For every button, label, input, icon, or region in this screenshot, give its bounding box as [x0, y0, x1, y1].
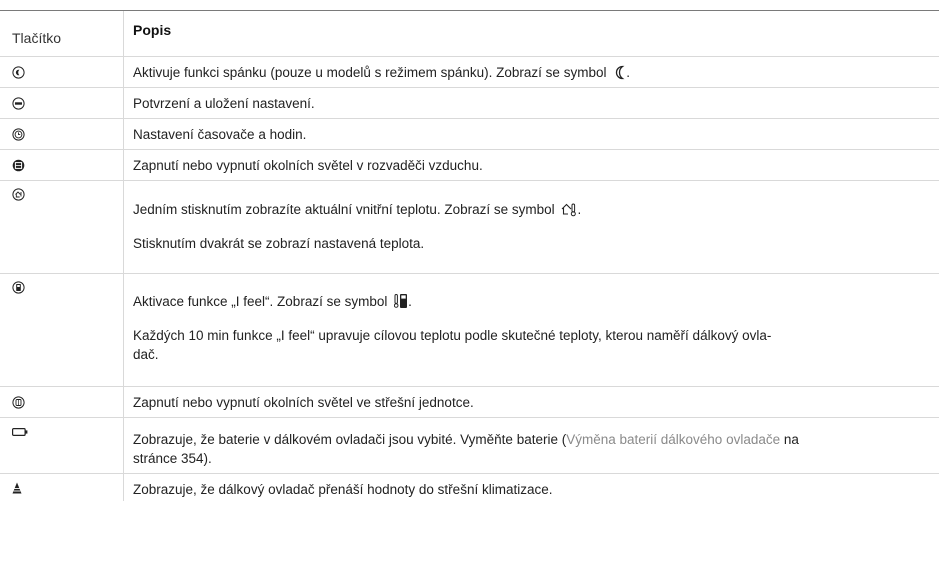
table-row	[0, 418, 939, 474]
battery-replacement-link[interactable]: Výměna baterií dálkového ovladače	[566, 432, 781, 447]
indoor-temperature-symbol-icon	[561, 202, 577, 217]
column-header-description: Popis	[133, 22, 172, 38]
row-description-note: Každých 10 min funkce „I feel“ upravuje cílovou teplotu podle skutečné teploty, kterou naměří dálkový ovla-	[133, 328, 772, 343]
i-feel-button-icon	[12, 281, 25, 294]
table-row	[0, 119, 939, 150]
moon-symbol-icon	[613, 65, 626, 80]
row-description: Aktivuje funkci spánku (pouze u modelů s režimem spánku). Zobrazí se symbol .	[133, 65, 630, 80]
buttons-table	[0, 10, 939, 501]
table-row	[0, 150, 939, 181]
table-row	[0, 274, 939, 387]
sleep-button-icon	[12, 66, 25, 79]
row-description-cont: stránce 354).	[133, 451, 212, 466]
table-row	[0, 181, 939, 274]
i-feel-symbol-icon	[394, 293, 408, 309]
table-header-row	[0, 11, 939, 57]
set-button-icon	[12, 97, 25, 110]
row-description-note: Stisknutím dvakrát se zobrazí nastavená teplota.	[133, 236, 425, 251]
row-description: Nastavení časovače a hodin.	[133, 127, 307, 142]
indoor-temperature-button-icon	[12, 188, 25, 201]
table-row	[0, 474, 939, 501]
row-description: Zobrazuje, že dálkový ovladač přenáší hodnoty do střešní klimatizace.	[133, 482, 553, 497]
row-description: Jedním stisknutím zobrazíte aktuální vnitřní teplotu. Zobrazí se symbol .	[133, 202, 582, 217]
row-description: Zobrazuje, že baterie v dálkovém ovladači jsou vybité. Vyměňte baterie (Výměna baterií dálkového ovladače na	[133, 432, 799, 447]
transmit-icon	[12, 482, 22, 494]
row-description: Potvrzení a uložení nastavení.	[133, 96, 315, 111]
row-description-note-cont: dač.	[133, 347, 159, 362]
row-description: Zapnutí nebo vypnutí okolních světel ve střešní jednotce.	[133, 395, 474, 410]
table-row	[0, 88, 939, 119]
air-distributor-light-button-icon	[12, 159, 25, 172]
roof-unit-light-button-icon	[12, 396, 25, 409]
row-description: Aktivace funkce „I feel“. Zobrazí se symbol .	[133, 294, 412, 309]
table-row	[0, 57, 939, 88]
column-header-button: Tlačítko	[12, 30, 62, 46]
timer-button-icon	[12, 128, 25, 141]
header-cell-button	[0, 11, 124, 56]
table-row	[0, 387, 939, 418]
battery-icon	[12, 428, 28, 436]
header-cell-description	[124, 11, 939, 56]
row-description: Zapnutí nebo vypnutí okolních světel v rozvaděči vzduchu.	[133, 158, 483, 173]
